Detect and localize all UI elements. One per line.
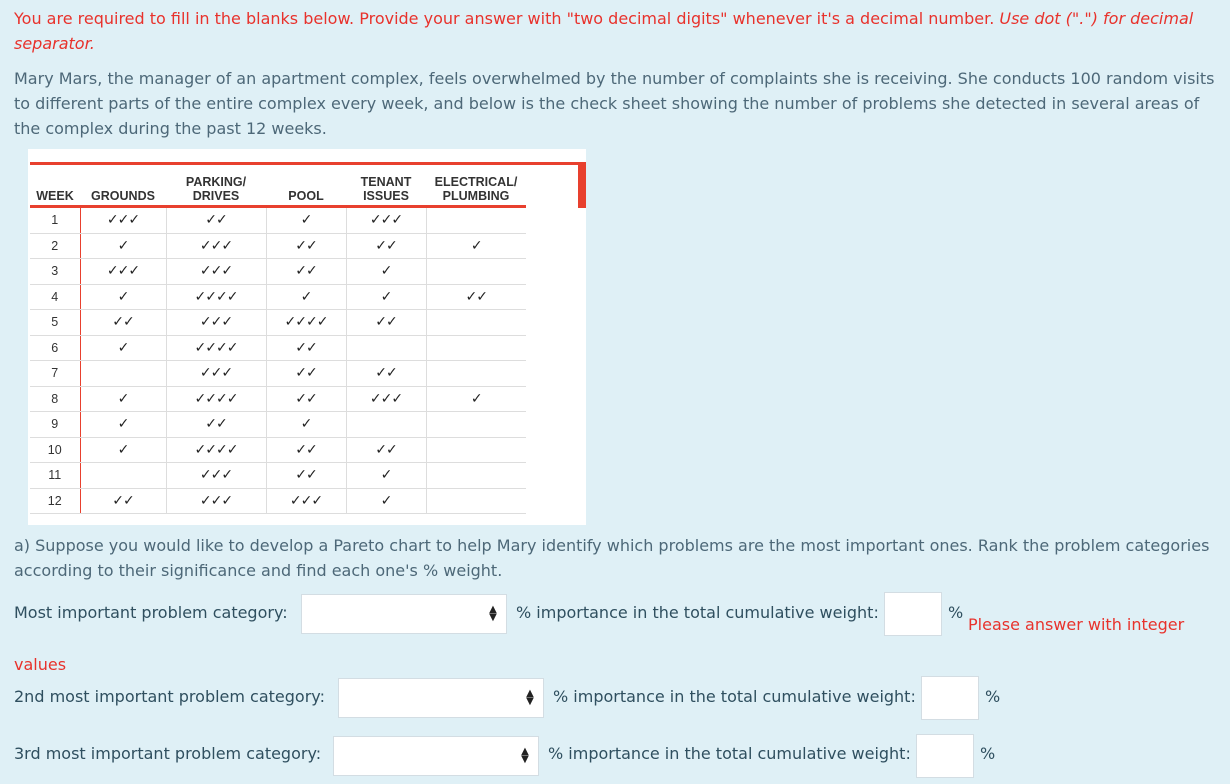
cell-parking-drives: ✓✓✓✓ [166, 284, 266, 310]
cell-pool: ✓ [266, 207, 346, 234]
cell-tenant-issues: ✓✓ [346, 233, 426, 259]
cell-grounds: ✓✓✓ [80, 207, 166, 234]
cell-electrical-plumbing: ✓ [426, 233, 526, 259]
cell-week: 4 [30, 284, 80, 310]
cell-tenant-issues: ✓✓✓ [346, 207, 426, 234]
header-tenant-issues: TENANT ISSUES [346, 162, 426, 207]
cell-week: 8 [30, 386, 80, 412]
cell-pool: ✓✓ [266, 335, 346, 361]
cell-parking-drives: ✓✓ [166, 207, 266, 234]
cell-electrical-plumbing [426, 412, 526, 438]
instructions-separator-note: Use dot (".") for decimal separator. [14, 9, 1194, 53]
cell-tenant-issues: ✓✓ [346, 361, 426, 387]
cell-week: 10 [30, 437, 80, 463]
cell-pool: ✓✓✓✓ [266, 310, 346, 336]
answer-2-weight-input[interactable] [921, 676, 979, 720]
cell-tenant-issues: ✓ [346, 488, 426, 514]
cell-parking-drives: ✓✓✓ [166, 361, 266, 387]
cell-electrical-plumbing [426, 437, 526, 463]
cell-parking-drives: ✓✓✓ [166, 259, 266, 285]
cell-week: 6 [30, 335, 80, 361]
cell-tenant-issues: ✓✓✓ [346, 386, 426, 412]
check-sheet-row [30, 386, 526, 412]
instructions-main: You are required to fill in the blanks below. Provide your answer with "two decimal digits" whenever it's a decimal number. [14, 9, 995, 28]
check-sheet-row [30, 259, 526, 285]
cell-week: 5 [30, 310, 80, 336]
answer-3-weight-input[interactable] [916, 734, 974, 778]
cell-electrical-plumbing: ✓ [426, 386, 526, 412]
cell-electrical-plumbing [426, 463, 526, 489]
cell-tenant-issues: ✓ [346, 284, 426, 310]
cell-pool: ✓✓ [266, 386, 346, 412]
answer-1-weight-label: % importance in the total cumulative weight: [516, 603, 879, 622]
cell-pool: ✓✓ [266, 259, 346, 285]
check-sheet-row [30, 233, 526, 259]
check-sheet-row [30, 207, 526, 234]
check-sheet-row [30, 361, 526, 387]
check-sheet-row [30, 437, 526, 463]
cell-electrical-plumbing [426, 335, 526, 361]
answer-3-label: 3rd most important problem category: [14, 744, 322, 763]
check-sheet-table [30, 162, 526, 514]
cell-tenant-issues: ✓✓ [346, 310, 426, 336]
cell-week: 11 [30, 463, 80, 489]
cell-pool: ✓ [266, 284, 346, 310]
cell-grounds [80, 361, 166, 387]
cell-grounds: ✓ [80, 386, 166, 412]
cell-week: 9 [30, 412, 80, 438]
integer-note: Please answer with integer values [14, 615, 1185, 674]
cell-grounds: ✓ [80, 233, 166, 259]
check-sheet-side-bar [578, 162, 586, 208]
cell-electrical-plumbing: ✓✓ [426, 284, 526, 310]
cell-parking-drives: ✓✓✓ [166, 488, 266, 514]
cell-pool: ✓✓ [266, 463, 346, 489]
answer-3-category-select[interactable] [333, 736, 539, 776]
header-parking-drives: PARKING/ DRIVES [166, 162, 266, 207]
header-pool: POOL [266, 162, 346, 207]
question-a: a) Suppose you would like to develop a Pareto chart to help Mary identify which problems are the most important ones. Rank the problem categories according to their significance and find each one's % weight. [14, 536, 1210, 580]
cell-parking-drives: ✓✓✓ [166, 463, 266, 489]
answer-2-percent-suffix: % [985, 687, 1001, 706]
check-sheet-image [28, 149, 586, 525]
cell-pool: ✓✓ [266, 361, 346, 387]
check-sheet-row [30, 335, 526, 361]
check-sheet-header-row [30, 162, 526, 207]
instructions [14, 6, 1219, 56]
cell-week: 2 [30, 233, 80, 259]
answer-3-weight-label: % importance in the total cumulative weight: [548, 744, 911, 763]
answer-1-percent-sign: % [948, 603, 964, 622]
cell-parking-drives: ✓✓✓✓ [166, 437, 266, 463]
check-sheet-row [30, 488, 526, 514]
cell-grounds: ✓ [80, 412, 166, 438]
cell-electrical-plumbing [426, 207, 526, 234]
cell-week: 7 [30, 361, 80, 387]
cell-electrical-plumbing [426, 488, 526, 514]
cell-tenant-issues [346, 335, 426, 361]
up-down-arrows-icon: ▲ ▼ [526, 688, 534, 707]
cell-parking-drives: ✓✓ [166, 412, 266, 438]
cell-grounds: ✓✓✓ [80, 259, 166, 285]
check-sheet-row [30, 412, 526, 438]
cell-grounds: ✓✓ [80, 488, 166, 514]
cell-parking-drives: ✓✓✓ [166, 310, 266, 336]
cell-tenant-issues: ✓ [346, 259, 426, 285]
cell-week: 3 [30, 259, 80, 285]
cell-pool: ✓✓ [266, 233, 346, 259]
header-week: WEEK [30, 162, 80, 207]
answer-2-weight-label: % importance in the total cumulative weight: [553, 687, 916, 706]
cell-parking-drives: ✓✓✓✓ [166, 386, 266, 412]
cell-tenant-issues [346, 412, 426, 438]
problem-intro: Mary Mars, the manager of an apartment complex, feels overwhelmed by the number of complaints she is receiving. She conducts 100 random visits to different parts of the entire complex every week, and below is the check sheet showing the number of problems she detected in several areas of the complex during the past 12 weeks. [14, 69, 1215, 138]
answer-1-label: Most important problem category: [14, 603, 288, 622]
check-sheet-row [30, 463, 526, 489]
answer-2-label: 2nd most important problem category: [14, 687, 325, 706]
header-electrical-plumbing: ELECTRICAL/ PLUMBING [426, 162, 526, 207]
cell-parking-drives: ✓✓✓✓ [166, 335, 266, 361]
cell-grounds: ✓ [80, 335, 166, 361]
cell-tenant-issues: ✓✓ [346, 437, 426, 463]
check-sheet-row [30, 284, 526, 310]
cell-pool: ✓ [266, 412, 346, 438]
cell-parking-drives: ✓✓✓ [166, 233, 266, 259]
cell-electrical-plumbing [426, 259, 526, 285]
cell-tenant-issues: ✓ [346, 463, 426, 489]
cell-week: 1 [30, 207, 80, 234]
cell-grounds: ✓ [80, 284, 166, 310]
cell-week: 12 [30, 488, 80, 514]
cell-pool: ✓✓✓ [266, 488, 346, 514]
cell-grounds: ✓✓ [80, 310, 166, 336]
up-down-arrows-icon: ▲ ▼ [521, 746, 529, 765]
header-grounds: GROUNDS [80, 162, 166, 207]
cell-pool: ✓✓ [266, 437, 346, 463]
answer-2-category-select[interactable] [338, 678, 544, 718]
cell-grounds [80, 463, 166, 489]
cell-electrical-plumbing [426, 310, 526, 336]
cell-grounds: ✓ [80, 437, 166, 463]
up-down-arrows-icon: ▲ ▼ [489, 604, 497, 623]
cell-electrical-plumbing [426, 361, 526, 387]
answer-3-percent-suffix: % [980, 744, 996, 763]
check-sheet-row [30, 310, 526, 336]
